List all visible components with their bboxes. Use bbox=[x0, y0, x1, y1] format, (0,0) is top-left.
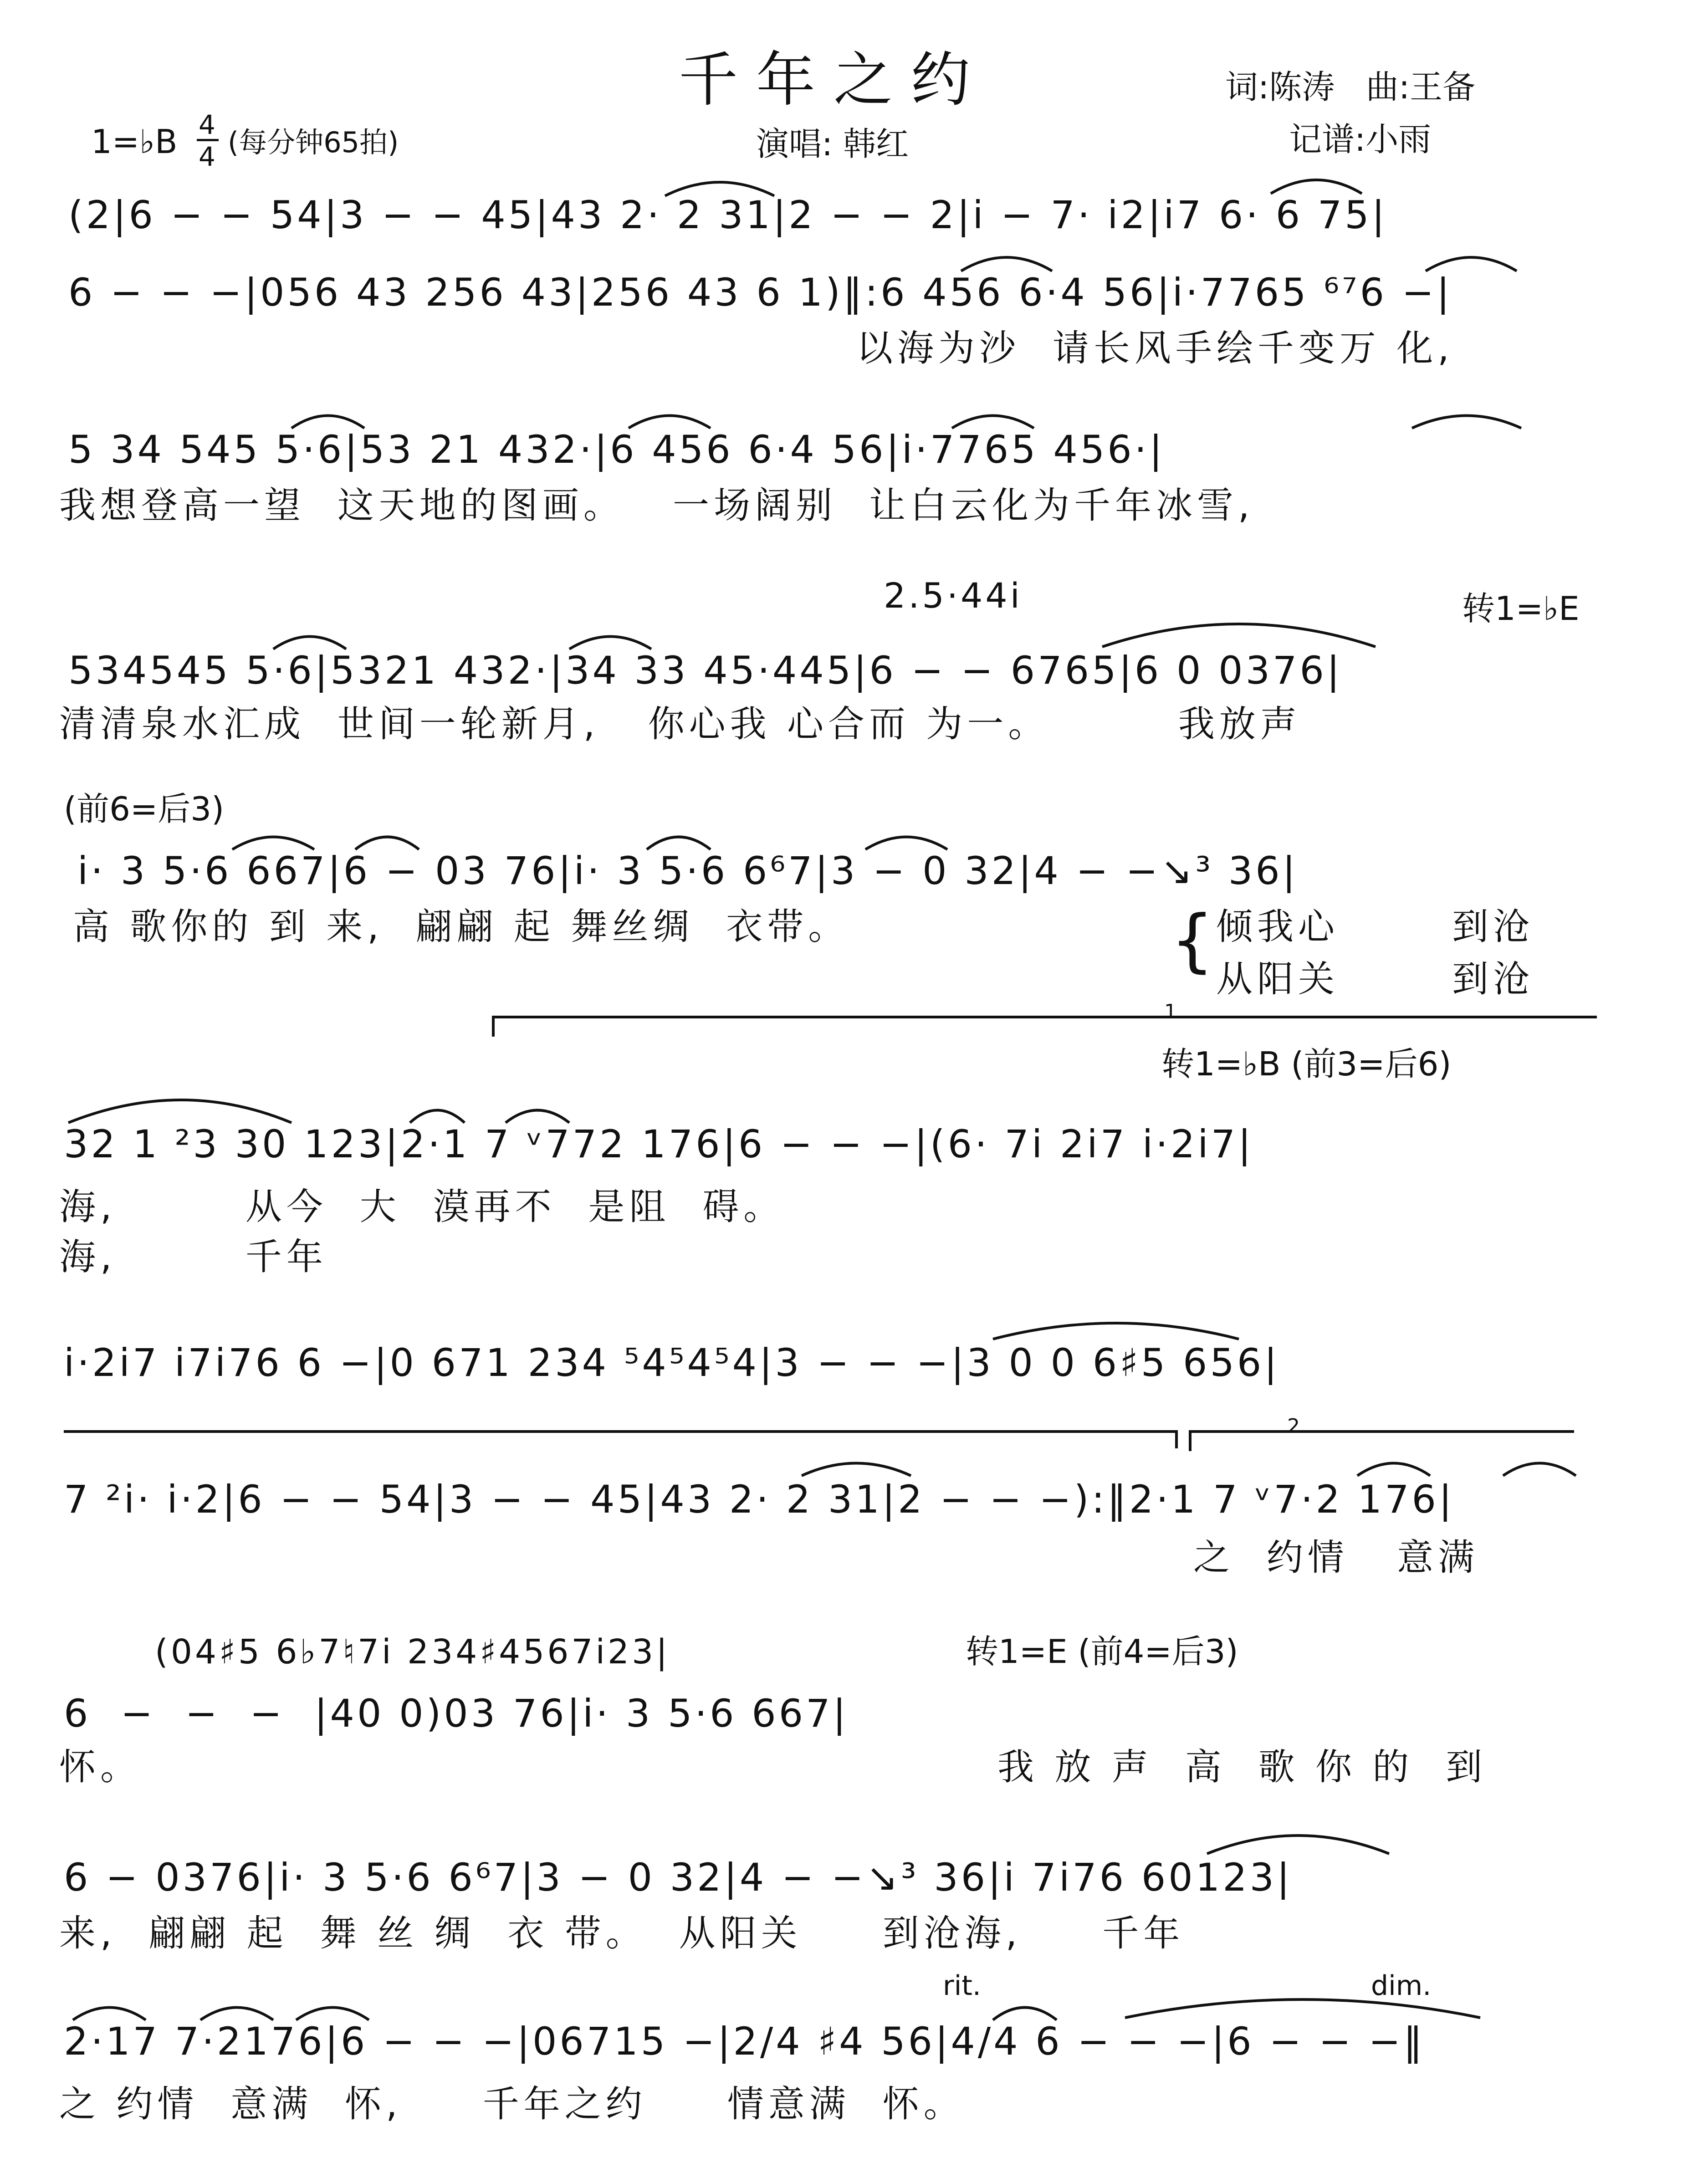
tempo-marking: (每分钟65拍) bbox=[228, 126, 399, 159]
score-row-8-notes: 7 ²i· i·2|6 − − 54|3 − − 45|43 2· 2 31|2 − − −):‖2·1 7 ᵛ7·2 176| bbox=[64, 1477, 1455, 1522]
lyric-row-9-start: 怀。 bbox=[59, 1746, 141, 1788]
modulation-e: 转1=E (前4=后3) bbox=[966, 1632, 1238, 1671]
lyricist-composer: 词:陈涛 曲:王备 bbox=[1225, 68, 1476, 106]
singer: 演唱: 韩红 bbox=[756, 125, 909, 163]
score-row-1-notes: (2|6 − − 54|3 − − 45|43 2· 2 31|2 − − 2|i − 7· i2|i7 6· 6 75| bbox=[68, 193, 1388, 237]
lyric-row-5-verse-1: 倾我心 到沧 bbox=[1216, 905, 1534, 948]
second-ending-label: 2 bbox=[1287, 1415, 1300, 1438]
score-row-9-notes: 6 − − − |40 0)03 76|i· 3 5·6 667| bbox=[64, 1691, 849, 1736]
score-row-5-notes: i· 3 5·6 667|6 − 03 76|i· 3 5·6 6⁶7|3 − 0 32|4 − −↘³ 36| bbox=[77, 849, 1298, 893]
lyric-row-8: 之 约情 意满 bbox=[1193, 1536, 1479, 1579]
key-change-note: (前6=后3) bbox=[64, 790, 225, 828]
lyric-row-5-verse-2: 从阳关 到沧 bbox=[1216, 958, 1534, 1000]
modulation-e-flat: 转1=♭E bbox=[1462, 589, 1580, 628]
score-row-10-notes: 6 − 0376|i· 3 5·6 6⁶7|3 − 0 32|4 − −↘³ 36|i 7i76 60123| bbox=[64, 1855, 1293, 1900]
time-signature-top: 4 bbox=[199, 109, 215, 140]
first-ending-label: 1 bbox=[1164, 1000, 1177, 1023]
diminuendo-mark: dim. bbox=[1371, 1970, 1432, 2002]
first-ending-alt-notes: 2.5·44i bbox=[884, 575, 1023, 616]
time-signature-bottom: 4 bbox=[199, 141, 215, 172]
lyric-row-2: 以海为沙 请长风手绘千变万 化, bbox=[856, 327, 1454, 369]
score-row-4-notes: 534545 5·6|5321 432·|34 33 45·445|6 − − 6765|6 0 0376| bbox=[68, 648, 1343, 693]
ritardando-mark: rit. bbox=[943, 1970, 981, 2002]
lyric-row-4: 清清泉水汇成 世间一轮新月, 你心我 心合而 为一。 我放声 bbox=[59, 703, 1301, 745]
verse-brace: { bbox=[1171, 901, 1214, 980]
score-row-2-notes: 6 − − −|056 43 256 43|256 43 6 1)‖:6 456 6·4 56|i·7765 ⁶⁷6 −| bbox=[68, 270, 1452, 315]
score-row-6-notes: 32 1 ²3 30 123|2·1 7 ᵛ772 176|6 − − −|(6· 7i 2i7 i·2i7| bbox=[64, 1122, 1254, 1166]
lyric-row-3: 我想登高一望 这天地的图画。 一场阔别 让白云化为千年冰雪, bbox=[59, 484, 1254, 527]
lyric-row-6-verse-2: 海, 千年 bbox=[59, 1236, 327, 1278]
lyric-row-11: 之 约情 意满 怀, 千年之约 情意满 怀。 bbox=[59, 2083, 965, 2125]
modulation-b-flat: 转1=♭B (前3=后6) bbox=[1161, 1045, 1452, 1083]
song-title: 千年之约 bbox=[679, 45, 989, 114]
transcriber: 记谱:小雨 bbox=[1289, 120, 1432, 159]
interlude-notes: (04♯5 6♭7♮7i 234♯4567i23| bbox=[155, 1632, 670, 1672]
key-signature: 1=♭B bbox=[91, 123, 178, 161]
score-row-7-notes: i·2i7 i7i76 6 −|0 671 234 ⁵4⁵4⁵4|3 − − −|3 0 0 6♯5 656| bbox=[64, 1340, 1280, 1385]
lyric-row-6-verse-1: 海, 从今 大 漠再不 是阻 碍。 bbox=[59, 1186, 785, 1228]
lyric-row-5: 高 歌你的 到 来, 翩翩 起 舞丝绸 衣带。 bbox=[73, 905, 849, 948]
lyric-row-9-end: 我 放 声 高 歌 你 的 到 bbox=[997, 1746, 1487, 1788]
score-row-3-notes: 5 34 545 5·6|53 21 432·|6 456 6·4 56|i·7765 456·| bbox=[68, 427, 1165, 472]
lyric-row-10: 来, 翩翩 起 舞 丝 绸 衣 带。 从阳关 到沧海, 千年 bbox=[59, 1912, 1185, 1954]
score-row-11-notes: 2·17 7·2176|6 − − −|06715 −|2/4 ♯4 56|4/4 6 − − −|6 − − −‖ bbox=[64, 2019, 1425, 2064]
